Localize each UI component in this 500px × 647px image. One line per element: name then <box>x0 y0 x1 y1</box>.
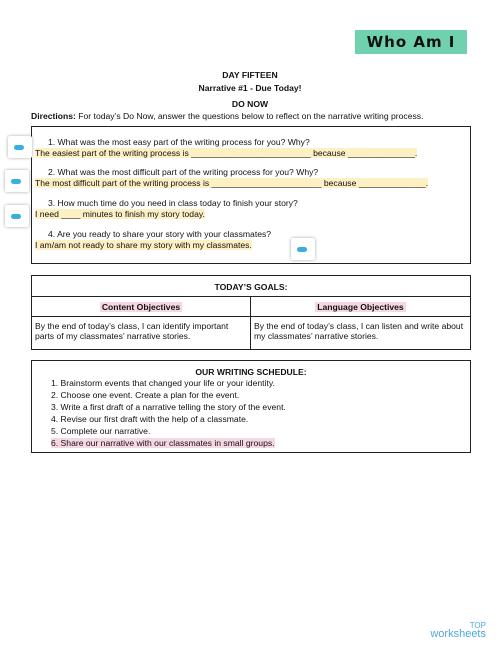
question-2: 2. What was the most difficult part of the writing process for you? Why? <box>48 167 319 177</box>
goals-title: TODAY’S GOALS: <box>214 282 288 292</box>
goals-table <box>31 275 471 350</box>
marker-dot-icon <box>11 179 21 184</box>
question-3: 3. How much time do you need in class today to finish your story? <box>48 198 298 208</box>
topworksheets-logo <box>430 621 486 639</box>
assignment-subtitle: Narrative #1 - Due Today! <box>198 83 302 93</box>
schedule-item-1: 1. Brainstorm events that changed your life or your identity. <box>51 378 275 388</box>
logo-line-bottom: worksheets <box>430 628 486 640</box>
language-objective-text: By the end of today’s class, I can listen and write about my classmates’ narrative stories. <box>250 316 471 350</box>
schedule-item-5: 5. Complete our narrative. <box>51 426 151 436</box>
answer-marker-3[interactable] <box>5 205 29 227</box>
answer-3[interactable]: I need ____ minutes to finish my story today. <box>35 209 205 219</box>
directions-label: Directions: <box>31 111 76 121</box>
goals-title-cell <box>31 275 471 297</box>
answer-2[interactable]: The most difficult part of the writing process is _______________________ because ______________. <box>35 178 429 188</box>
section-heading: DO NOW <box>231 99 269 109</box>
schedule-item-2: 2. Choose one event. Create a plan for the event. <box>51 390 240 400</box>
directions <box>31 111 471 121</box>
content-heading-cell <box>31 296 251 317</box>
answer-marker-4[interactable] <box>291 238 315 260</box>
answer-4[interactable]: I am/am not ready to share my story with my classmates. <box>35 240 252 250</box>
schedule-item-4: 4. Revise our first draft with the help of a classmate. <box>51 414 249 424</box>
answer-1[interactable]: The easiest part of the writing process is _________________________ because ______________. <box>35 148 418 158</box>
schedule-item-6: 6. Share our narrative with our classmates in small groups. <box>51 438 275 448</box>
do-now-box <box>31 126 471 264</box>
marker-dot-icon <box>297 247 307 252</box>
schedule-item-3: 3. Write a first draft of a narrative telling the story of the event. <box>51 402 286 412</box>
answer-marker-1[interactable] <box>8 136 32 158</box>
language-objectives-heading: Language Objectives <box>317 302 404 312</box>
writing-schedule-box <box>31 360 471 453</box>
question-4: 4. Are you ready to share your story with your classmates? <box>48 229 272 239</box>
answer-marker-2[interactable] <box>5 170 29 192</box>
directions-text: For today’s Do Now, answer the questions below to reflect on the narrative writing process. <box>75 111 424 121</box>
logo-line-top: TOP <box>469 621 486 630</box>
schedule-title: OUR WRITING SCHEDULE: <box>195 367 307 377</box>
marker-dot-icon <box>14 145 24 150</box>
content-objectives-heading: Content Objectives <box>101 302 181 312</box>
day-heading: DAY FIFTEEN <box>222 70 278 80</box>
marker-dot-icon <box>11 214 21 219</box>
content-objective-text: By the end of today’s class, I can identify important parts of my classmates’ narrative stories. <box>31 316 251 350</box>
question-1: 1. What was the most easy part of the writing process for you? Why? <box>48 137 310 147</box>
title-badge: Who Am I <box>355 30 467 54</box>
language-heading-cell <box>250 296 471 317</box>
